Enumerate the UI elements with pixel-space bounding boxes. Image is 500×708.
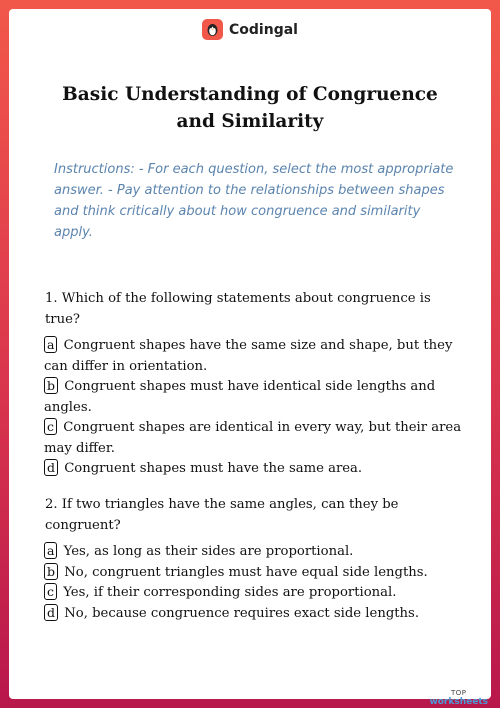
- option-text: Yes, as long as their sides are proportional.: [63, 544, 354, 559]
- option-1b[interactable]: [44, 377, 464, 418]
- footer-top-label: TOP: [450, 689, 467, 697]
- option-2b[interactable]: [44, 563, 464, 584]
- option-text: Congruent shapes are identical in every way, but their area may differ.: [44, 420, 462, 456]
- option-1c[interactable]: [44, 418, 464, 459]
- worksheet-page: [9, 9, 491, 707]
- topworksheets-logo: [429, 689, 488, 707]
- option-1d[interactable]: [44, 459, 464, 480]
- option-letter-box: a: [44, 336, 57, 353]
- option-letter-box: a: [44, 542, 57, 559]
- option-2c[interactable]: [44, 583, 464, 604]
- option-text: No, congruent triangles must have equal side lengths.: [64, 564, 428, 580]
- footer-worksheets-label: worksheets: [429, 697, 488, 707]
- option-text: No, because congruence requires exact side lengths.: [64, 605, 420, 621]
- option-1a[interactable]: [44, 336, 464, 377]
- page-title: Basic Understanding of Congruence and Similarity: [62, 84, 438, 132]
- option-text: Congruent shapes must have the same area.: [64, 461, 363, 476]
- instructions-text: Instructions: - For each question, select the most appropriate answer. - Pay attention to the relationships between shapes and think critically about how congruence and similarity apply.: [54, 162, 454, 240]
- question-1: [44, 289, 464, 480]
- brand-header: [9, 19, 491, 40]
- option-letter-box: d: [44, 459, 58, 476]
- brand-name: Codingal: [229, 21, 298, 38]
- option-letter-box: d: [44, 604, 58, 621]
- option-2d[interactable]: [44, 604, 464, 625]
- option-letter-box: c: [44, 418, 57, 435]
- option-letter-box: c: [44, 583, 57, 600]
- option-2a[interactable]: [44, 542, 464, 563]
- option-letter-box: b: [44, 377, 58, 394]
- question-text: 2. If two triangles have the same angles, can they be congruent?: [45, 497, 399, 533]
- option-text: Yes, if their corresponding sides are proportional.: [63, 585, 397, 600]
- penguin-icon: [202, 19, 223, 40]
- option-text: Congruent shapes must have identical side lengths and angles.: [44, 379, 436, 415]
- option-letter-box: b: [44, 563, 58, 580]
- option-text: Congruent shapes have the same size and shape, but they can differ in orientation.: [44, 338, 453, 374]
- question-text: 1. Which of the following statements about congruence is true?: [45, 291, 431, 327]
- question-2: [44, 495, 464, 624]
